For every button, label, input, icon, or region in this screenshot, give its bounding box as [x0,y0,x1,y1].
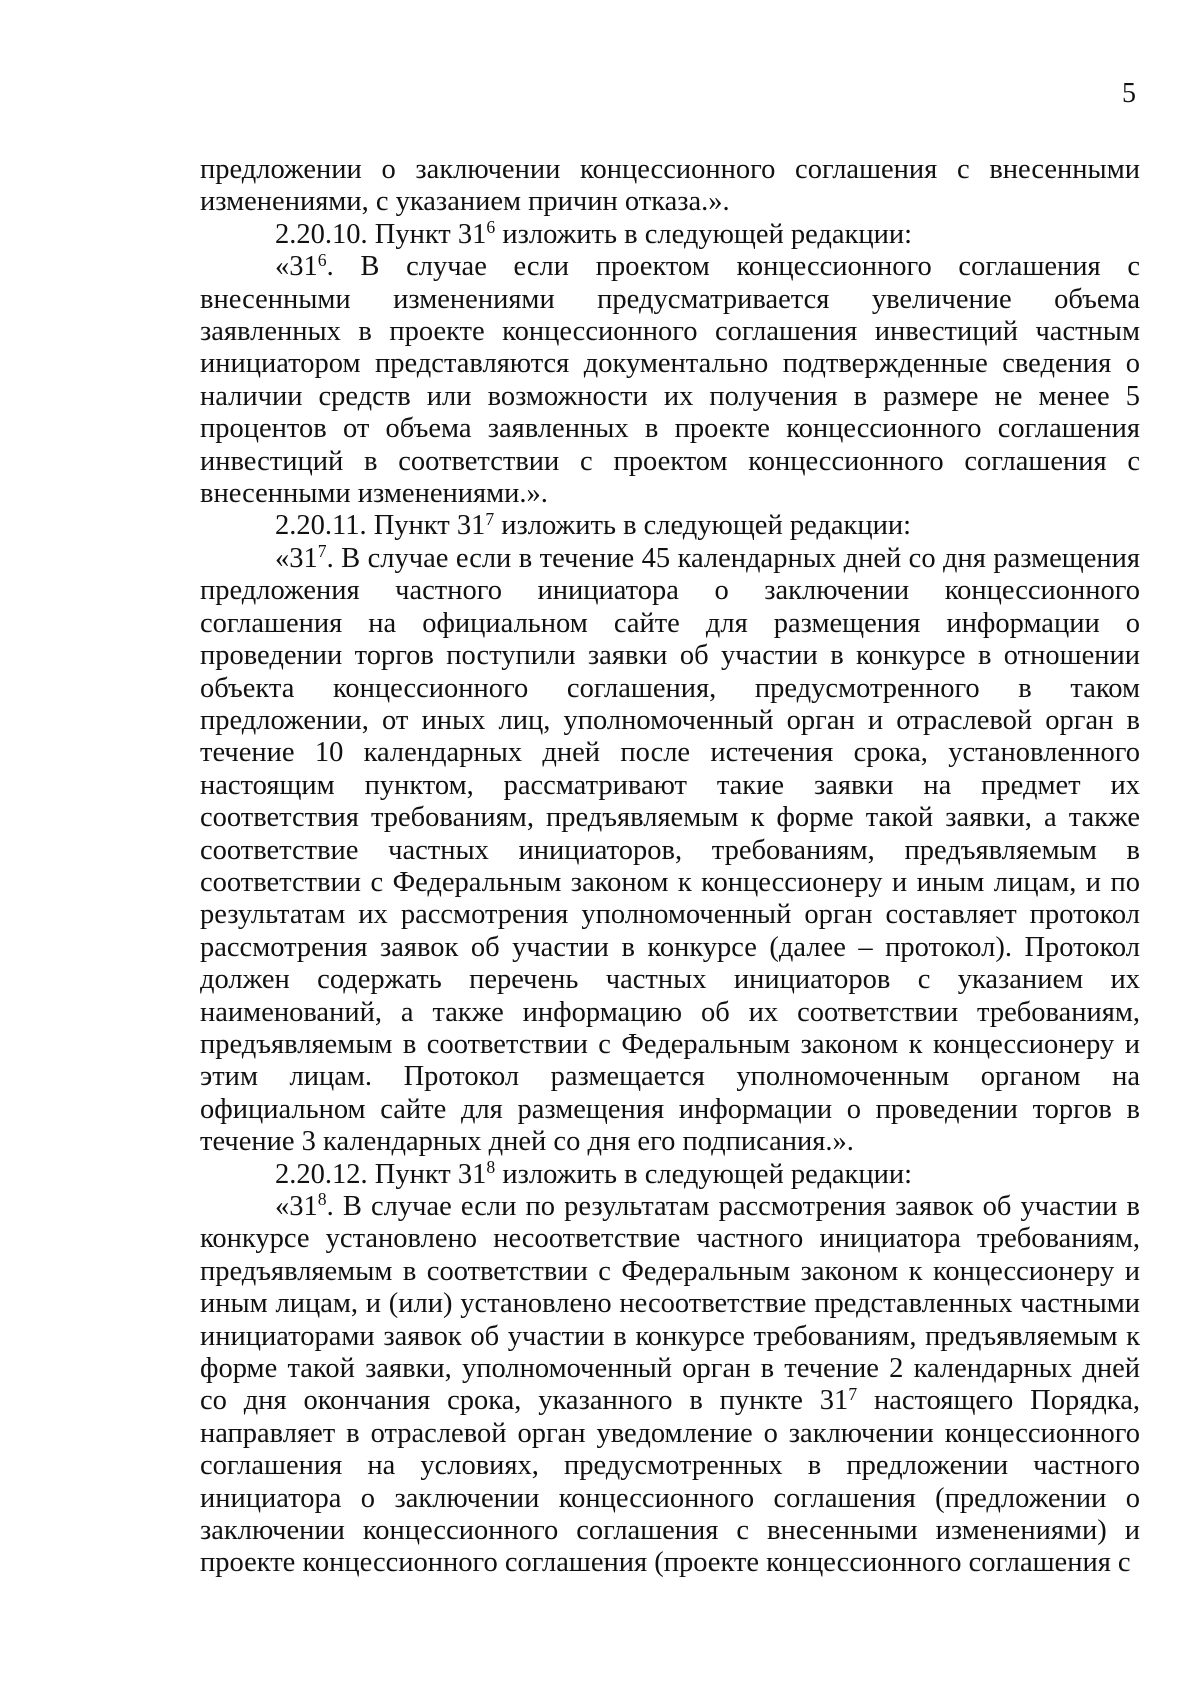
paragraph-continuation [200,154,1140,219]
page-number: 5 [1122,78,1136,109]
paragraph-text: настоящего Порядка, направляет в отраслевой орган уведомление о заключении концессионного соглашения на условиях, предусмотренных в предложении частного инициатора о заключении концессионного соглашения (предложении о заключении концессионного соглашения с внесенными изменениями) и проекте концессионного соглашения (проекте концессионного соглашения с [200,1385,1140,1579]
paragraph-text: 2.20.10. Пункт 31 [275,218,487,250]
paragraph-amendment-heading [200,1156,1140,1191]
superscript: 7 [485,508,495,529]
superscript: 7 [848,1383,858,1404]
paragraph-text: изложить в следующей редакции: [494,510,912,542]
paragraph-text: «31 [275,1191,318,1222]
superscript: 6 [486,217,496,238]
paragraph-text: предложении о заключении концессионного соглашения с внесенными изменениями, с указанием причин отказа.». [200,154,1140,218]
paragraph-text: изложить в следующей редакции: [495,218,913,250]
superscript: 6 [317,249,327,270]
paragraph-clause [200,543,1140,1159]
superscript: 8 [317,1189,327,1210]
paragraph-text: . В случае если проектом концессионного соглашения с внесенными изменениями предусматривается увеличение объема заявленных в проекте концессионного соглашения инвестиций частным инициатором представляются документально подтвержденные сведения о наличии средств или возможности их получения в размере не менее 5 процентов от объема заявленных в проекте концессионного соглашения инвестиций в соответствии с проектом концессионного соглашения с внесенными изменениями.». [200,251,1140,510]
paragraph-amendment-heading [200,510,1140,542]
superscript: 8 [486,1156,496,1177]
paragraph-text: «31 [275,251,318,283]
paragraph-amendment-heading [200,219,1140,251]
paragraph-text: . В случае если в течение 45 календарных дней со дня размещения предложения частного инициатора о заключении концессионного соглашения на официальном сайте для размещения информации о проведении торгов поступили заявки об участии в конкурсе в отношении объекта концессионного соглашения, предусмотренного в таком предложении, от иных лиц, уполномоченный орган и отраслевой орган в течение 10 календарных дней после истечения срока, установленного настоящим пунктом, рассматривают такие заявки на предмет их соответствия требованиям, предъявляемым к форме такой заявки, а также соответствие частных инициаторов, требованиям, предъявляемым в соответствии с Федеральным законом к концессионеру и иным лицам, и по результатам их рассмотрения уполномоченный орган составляет протокол рассмотрения заявок об участии в конкурсе (далее – протокол). Протокол должен содержать перечень частных инициаторов с указанием их наименований, а также информацию об их соответствии требованиям, предъявляемым в соответствии с Федеральным законом к концессионеру и этим лицам. Протокол размещается уполномоченным органом на официальном сайте для размещения информации о проведении торгов в течение 3 календарных дней со дня его подписания.». [200,542,1140,1158]
paragraph-text: . В случае если по результатам рассмотрения заявок об участии в конкурсе установлено несоответствие частного инициатора требованиям, предъявляемым в соответствии с Федеральным законом к концессионеру и иным лицам, и (или) установлено несоответствие представленных частными инициаторами заявок об участии в конкурсе требованиям, предъявляемым к форме такой заявки, уполномоченный орган в течение 2 календарных дней со дня окончания срока, указанного в пункте 31 [200,1191,1140,1417]
paragraph-text: 2.20.11. Пункт 31 [275,510,486,542]
paragraph-text: 2.20.12. Пункт 31 [275,1158,487,1190]
paragraph-text: «31 [275,542,318,574]
paragraph-text: изложить в следующей редакции: [495,1158,913,1190]
paragraph-clause [200,1191,1140,1580]
superscript: 7 [317,541,327,562]
document-body [200,154,1140,1580]
paragraph-clause [200,251,1140,510]
